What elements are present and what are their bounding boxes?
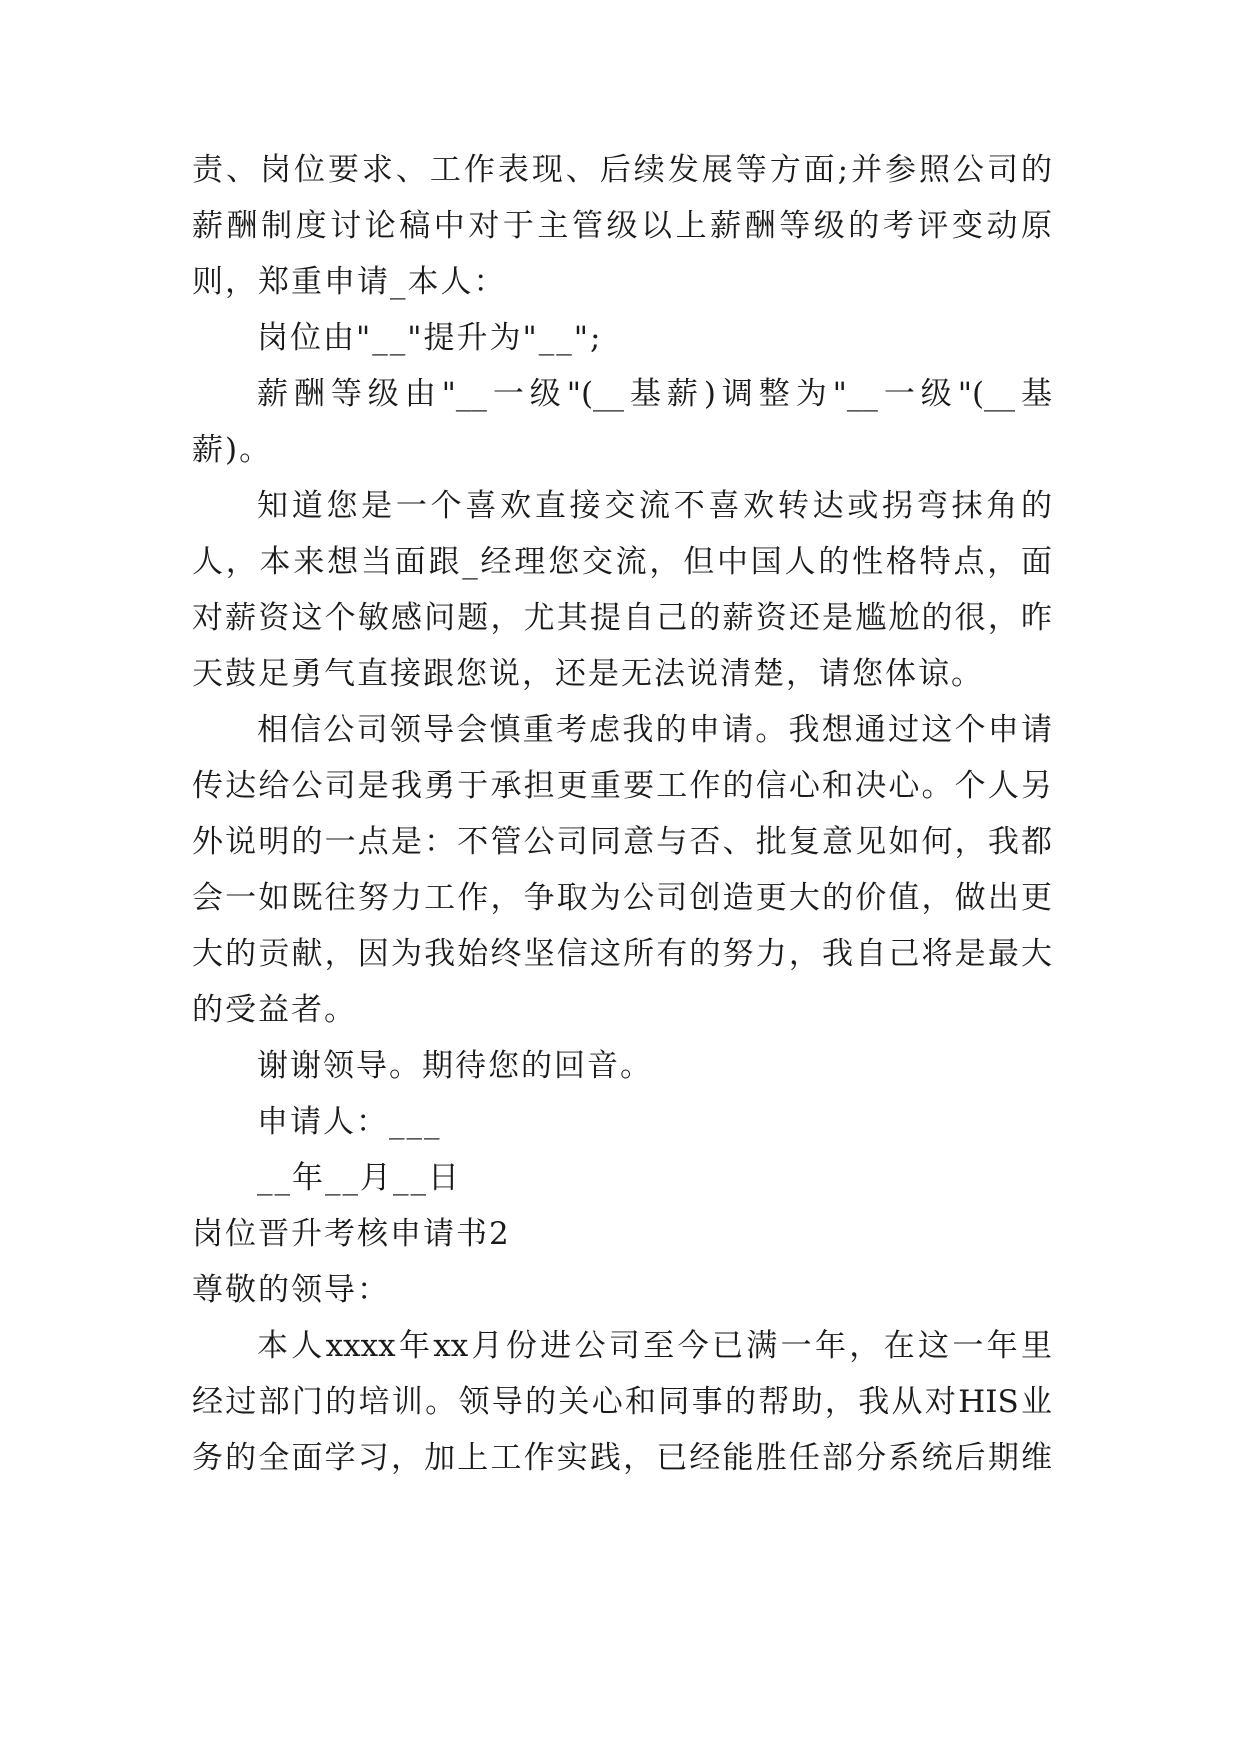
date-line: __年__月__日: [257, 1160, 461, 1196]
text-line: 岗位由"__"提升为"__";: [257, 320, 603, 356]
text-line: 知道您是一个喜欢直接交流不喜欢转达或拐弯抹角的: [257, 488, 1052, 524]
text-line: 传达给公司是我勇于承担更重要工作的信心和决心。个人另: [192, 768, 1052, 804]
salutation: 尊敬的领导：: [192, 1272, 390, 1308]
text-line: 天鼓足勇气直接跟您说，还是无法说清楚，请您体谅。: [192, 656, 984, 692]
text-line: 薪酬等级由"__一级"(__基薪)调整为"__一级"(__基: [257, 376, 1052, 412]
text-line: 外说明的一点是：不管公司同意与否、批复意见如何，我都: [192, 824, 1052, 860]
text-line: 薪)。: [192, 432, 273, 468]
section-title: 岗位晋升考核申请书2: [192, 1216, 511, 1252]
text-line: 的受益者。: [192, 992, 357, 1028]
text-line: 人，本来想当面跟_经理您交流，但中国人的性格特点，面: [192, 544, 1052, 580]
text-line: 谢谢领导。期待您的回音。: [257, 1048, 653, 1084]
text-line: 相信公司领导会慎重考虑我的申请。我想通过这个申请: [257, 712, 1052, 748]
text-line: 则，郑重申请_本人：: [192, 264, 507, 300]
text-line: 薪酬制度讨论稿中对于主管级以上薪酬等级的考评变动原: [192, 208, 1052, 244]
text-line: 本人xxxx年xx月份进公司至今已满一年，在这一年里: [257, 1328, 1052, 1364]
text-line: 对薪资这个敏感问题，尤其提自己的薪资还是尴尬的很，昨: [192, 600, 1052, 636]
text-line: 大的贡献，因为我始终坚信这所有的努力，我自己将是最大: [192, 936, 1052, 972]
text-line: 务的全面学习，加上工作实践，已经能胜任部分系统后期维: [192, 1440, 1052, 1476]
text-line: 经过部门的培训。领导的关心和同事的帮助，我从对HIS业: [192, 1384, 1052, 1420]
text-line: 责、岗位要求、工作表现、后续发展等方面;并参照公司的: [192, 152, 1052, 188]
text-line: 会一如既往努力工作，争取为公司创造更大的价值，做出更: [192, 880, 1052, 916]
signature-line: 申请人：___: [257, 1104, 442, 1140]
